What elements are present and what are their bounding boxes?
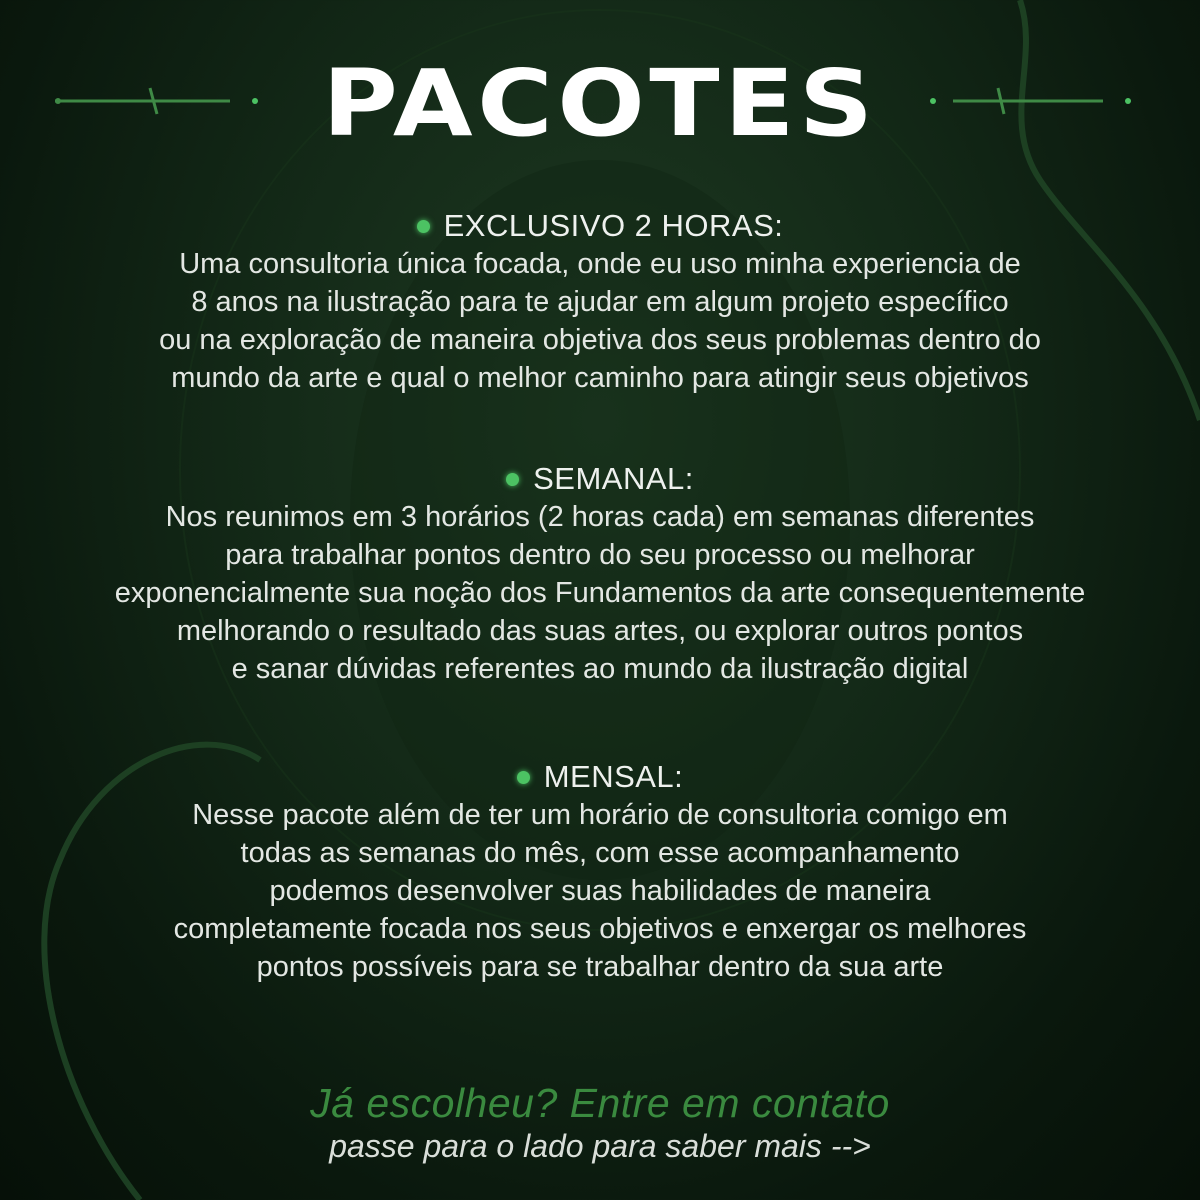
description-line: podemos desenvolver suas habilidades de maneira [269,875,931,907]
description-line: ou na exploração de maneira objetiva dos seus problemas dentro do [159,324,1041,356]
description-line: Nos reunimos em 3 horários (2 horas cada) em semanas diferentes [165,501,1035,533]
description-line: mundo da arte e qual o melhor caminho para atingir seus objetivos [171,362,1029,394]
bullet-icon [417,220,430,233]
heading-text: EXCLUSIVO 2 HORAS: [443,208,784,243]
page-title: PACOTES [322,50,878,157]
cta-contact: Já escolheu? Entre em contato [310,1080,890,1126]
package-exclusivo [0,207,1200,397]
description-line: 8 anos na ilustração para te ajudar em algum projeto específico [191,286,1009,318]
description-line: para trabalhar pontos dentro do seu processo ou melhorar [225,539,975,571]
section-heading [0,207,1200,245]
description-line: pontos possíveis para se trabalhar dentro da sua arte [256,951,944,983]
section-heading [0,758,1200,796]
description-line: e sanar dúvidas referentes ao mundo da ilustração digital [231,653,969,685]
cta-swipe-hint: passe para o lado para saber mais --> [329,1128,871,1164]
bullet-icon [506,473,519,486]
heading-text: MENSAL: [543,759,684,794]
description-line: melhorando o resultado das suas artes, ou explorar outros pontos [176,615,1024,647]
section-heading [0,460,1200,498]
bullet-icon [517,771,530,784]
description-line: todas as semanas do mês, com esse acompanhamento [240,837,960,869]
description-line: exponencialmente sua noção dos Fundamentos da arte consequentemente [114,577,1086,609]
description-line: Nesse pacote além de ter um horário de consultoria comigo em [192,799,1008,831]
description-line: Uma consultoria única focada, onde eu uso minha experiencia de [179,248,1021,280]
package-semanal [0,460,1200,688]
package-mensal [0,758,1200,986]
description-line: completamente focada nos seus objetivos e enxergar os melhores [173,913,1027,945]
heading-text: SEMANAL: [533,461,694,496]
